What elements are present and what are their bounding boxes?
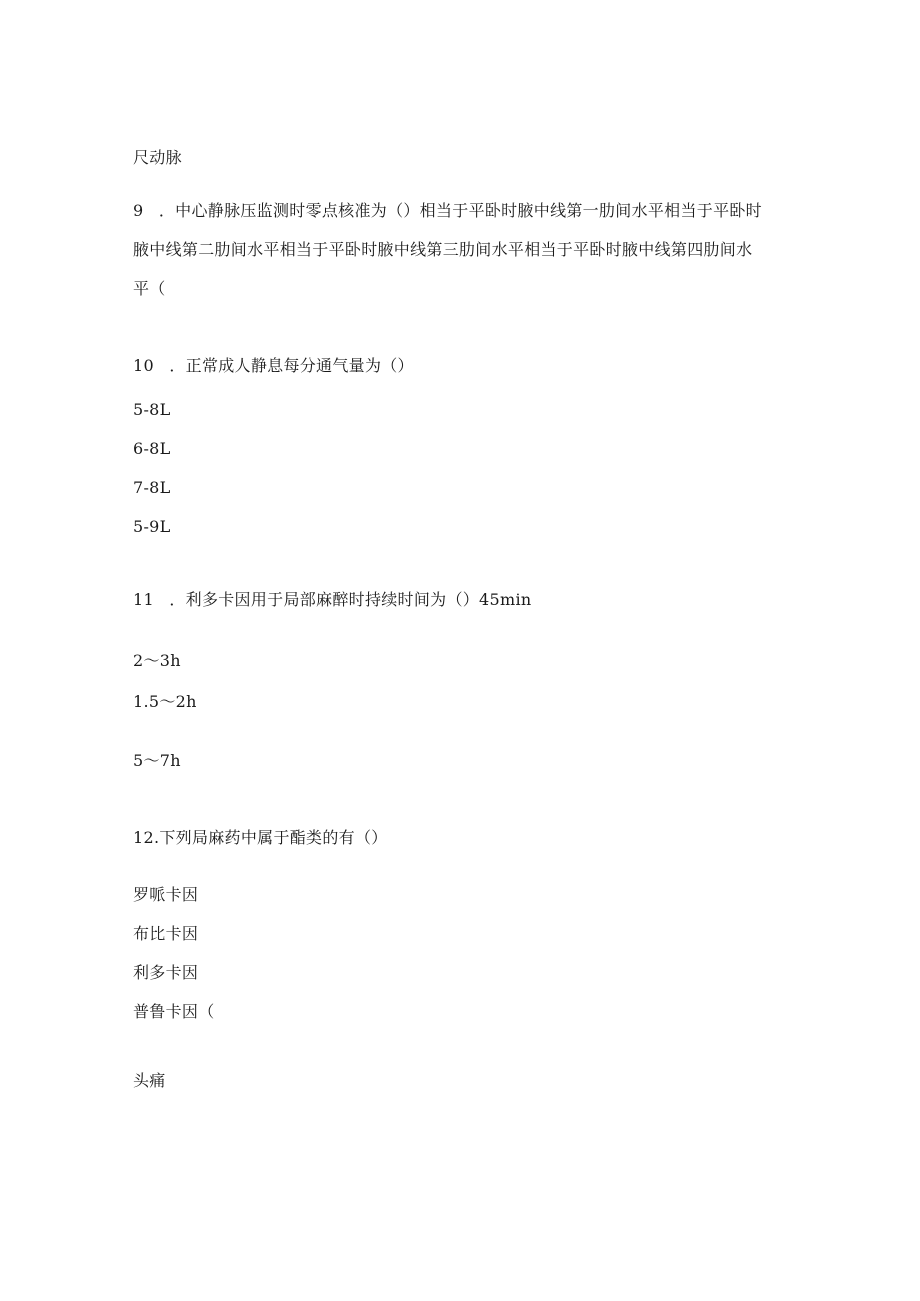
question-11 xyxy=(133,590,532,610)
answer-option: 罗哌卡因 xyxy=(133,885,199,904)
answer-option: 布比卡因 xyxy=(133,924,199,943)
answer-option: 利多卡因 xyxy=(133,963,199,982)
question-10 xyxy=(133,356,414,376)
fragment-text: 尺动脉 xyxy=(133,148,182,167)
question-text: ．正常成人静息每分通气量为（） xyxy=(169,356,414,375)
answer-option: 5-8L xyxy=(133,400,171,419)
question-9-line-2: 腋中线第二肋间水平相当于平卧时腋中线第三肋间水平相当于平卧时腋中线第四肋间水 xyxy=(133,240,753,259)
answer-option: 5～7h xyxy=(133,751,181,770)
answer-option: 普鲁卡因（ xyxy=(133,1002,215,1021)
question-9-line-1 xyxy=(133,201,793,221)
question-9-line-3: 平（ xyxy=(133,279,166,298)
fragment-text: 头痛 xyxy=(133,1071,166,1090)
question-number: 11 xyxy=(133,590,154,609)
answer-option: 1.5～2h xyxy=(133,692,197,711)
question-text: ．利多卡因用于局部麻醉时持续时间为（）45min xyxy=(169,590,532,609)
answer-option: 7-8L xyxy=(133,478,171,497)
answer-option: 2～3h xyxy=(133,651,181,670)
question-12: 12.下列局麻药中属于酯类的有（） xyxy=(133,828,388,847)
question-text: ．中心静脉压监测时零点核准为（）相当于平卧时腋中线第一肋间水平相当于平卧时 xyxy=(158,201,762,220)
answer-option: 5-9L xyxy=(133,517,171,536)
question-number: 9 xyxy=(133,201,144,220)
answer-option: 6-8L xyxy=(133,439,171,458)
question-number: 10 xyxy=(133,356,154,375)
